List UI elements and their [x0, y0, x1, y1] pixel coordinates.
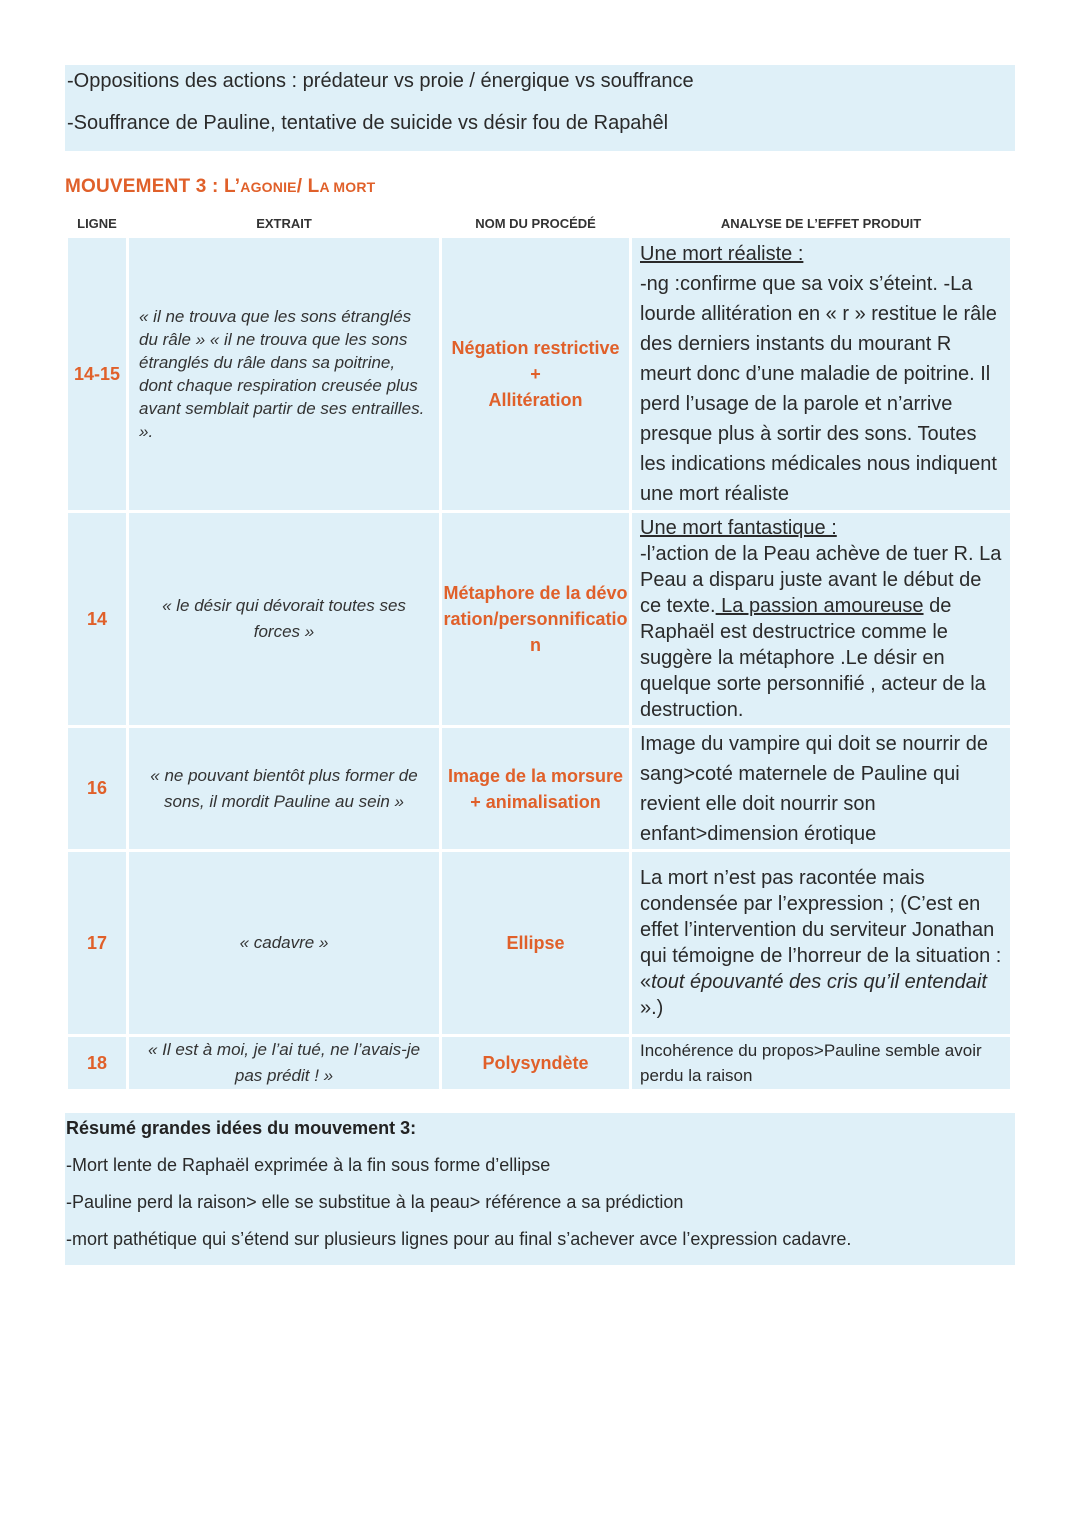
header-extrait: EXTRAIT [129, 211, 439, 235]
section-title-prefix: MOUVEMENT 3 : L’ [65, 176, 241, 197]
analyse-cell: Incohérence du propos>Pauline semble avoir perdu la raison [632, 1037, 1010, 1089]
section-title-part: / L [296, 176, 320, 197]
procede-cell: Métaphore de la dévoration/personnification [442, 513, 629, 725]
movement-summary [65, 1113, 1015, 1265]
analyse-body: -l’action de la Peau achève de tuer R. La Peau a disparu juste avant le début de ce texte. [640, 543, 1002, 617]
extrait-cell: « Il est à moi, je l’ai tué, ne l’avais-je pas prédit ! » [129, 1037, 439, 1089]
procede-line: Négation restrictive [451, 338, 620, 358]
summary-line: -Oppositions des actions : prédateur vs proie / énergique vs souffrance [67, 70, 694, 92]
procede-cell [442, 238, 629, 510]
table-row [68, 1037, 1010, 1089]
ligne-cell: 17 [68, 852, 126, 1034]
extrait-cell: « le désir qui dévorait toutes ses forces » [129, 513, 439, 725]
ligne-cell: 14 [68, 513, 126, 725]
summary-line: -mort pathétique qui s’étend sur plusieurs lignes pour au final s’achever avce l’expression cadavre. [66, 1229, 852, 1249]
procede-cell: Ellipse [442, 852, 629, 1034]
ligne-cell: 18 [68, 1037, 126, 1089]
analyse-body: ».) [640, 997, 664, 1019]
section-title-part: AGONIE [240, 179, 297, 195]
analyse-cell [632, 238, 1010, 510]
analyse-title: Une mort réaliste : [640, 243, 804, 265]
analyse-title: Une mort fantastique : [640, 517, 837, 539]
procede-line: + [530, 364, 541, 384]
procede-line: + animalisation [470, 791, 601, 812]
previous-movement-summary [65, 65, 1015, 151]
summary-line: -Pauline perd la raison> elle se substitue à la peau> référence a sa prédiction [66, 1192, 684, 1212]
extrait-cell: « il ne trouva que les sons étranglés du râle » « il ne trouva que les sons étranglés du râle dans sa poitrine, dont chaque respiration creusée plus avant semblait partir de ses entrailles. ». [129, 238, 439, 510]
table-header-row [68, 211, 1010, 235]
procede-cell: Polysyndète [442, 1037, 629, 1089]
summary-title: Résumé grandes idées du mouvement 3: [66, 1118, 417, 1138]
procede-line: Allitération [488, 390, 583, 410]
analyse-cell [632, 513, 1010, 725]
header-analyse: ANALYSE DE L’EFFET PRODUIT [632, 211, 1010, 235]
procede-line: Image de la morsure [447, 765, 624, 786]
header-ligne: LIGNE [68, 211, 126, 235]
analysis-table [65, 208, 1013, 1092]
extrait-cell: « ne pouvant bientôt plus former de sons, il mordit Pauline au sein » [129, 728, 439, 849]
summary-line: -Souffrance de Pauline, tentative de suicide vs désir fou de Rapahêl [67, 112, 669, 134]
table-row [68, 852, 1010, 1034]
analyse-body: de Raphaël est destructrice comme le suggère la métaphore .Le désir en quelque sorte personnifié , acteur de la destruction. [640, 595, 986, 721]
ligne-cell: 16 [68, 728, 126, 849]
analyse-underline: La passion amoureuse [715, 595, 924, 617]
ligne-cell: 14-15 [68, 238, 126, 510]
analyse-quote: tout épouvanté des cris qu’il entendait [651, 971, 987, 993]
section-title-part: A MORT [319, 179, 376, 195]
analyse-body: La mort n’est pas racontée mais condensée par l’expression ; (C’est en effet l’intervention du serviteur Jonathan qui témoigne de l’horreur de la situation : « [640, 867, 1002, 993]
section-title [65, 176, 375, 198]
summary-line: -Mort lente de Raphaël exprimée à la fin sous forme d’ellipse [66, 1155, 551, 1175]
analyse-cell [632, 852, 1010, 1034]
table-row [68, 513, 1010, 725]
analyse-cell: Image du vampire qui doit se nourrir de sang>coté maternele de Pauline qui revient elle doit nourrir son enfant>dimension érotique [632, 728, 1010, 849]
extrait-cell: « cadavre » [129, 852, 439, 1034]
header-procede: NOM DU PROCÉDÉ [442, 211, 629, 235]
analyse-body: -ng :confirme que sa voix s’éteint. -La lourde allitération en « r » restitue le râle des derniers instants du mourant R meurt donc d’une maladie de poitrine. Il perd l’usage de la parole et n’arrive presque plus à sortir des sons. Toutes les indications médicales nous indiquent une mort réaliste [640, 273, 997, 505]
table-row [68, 728, 1010, 849]
procede-cell [442, 728, 629, 849]
table-row [68, 238, 1010, 510]
